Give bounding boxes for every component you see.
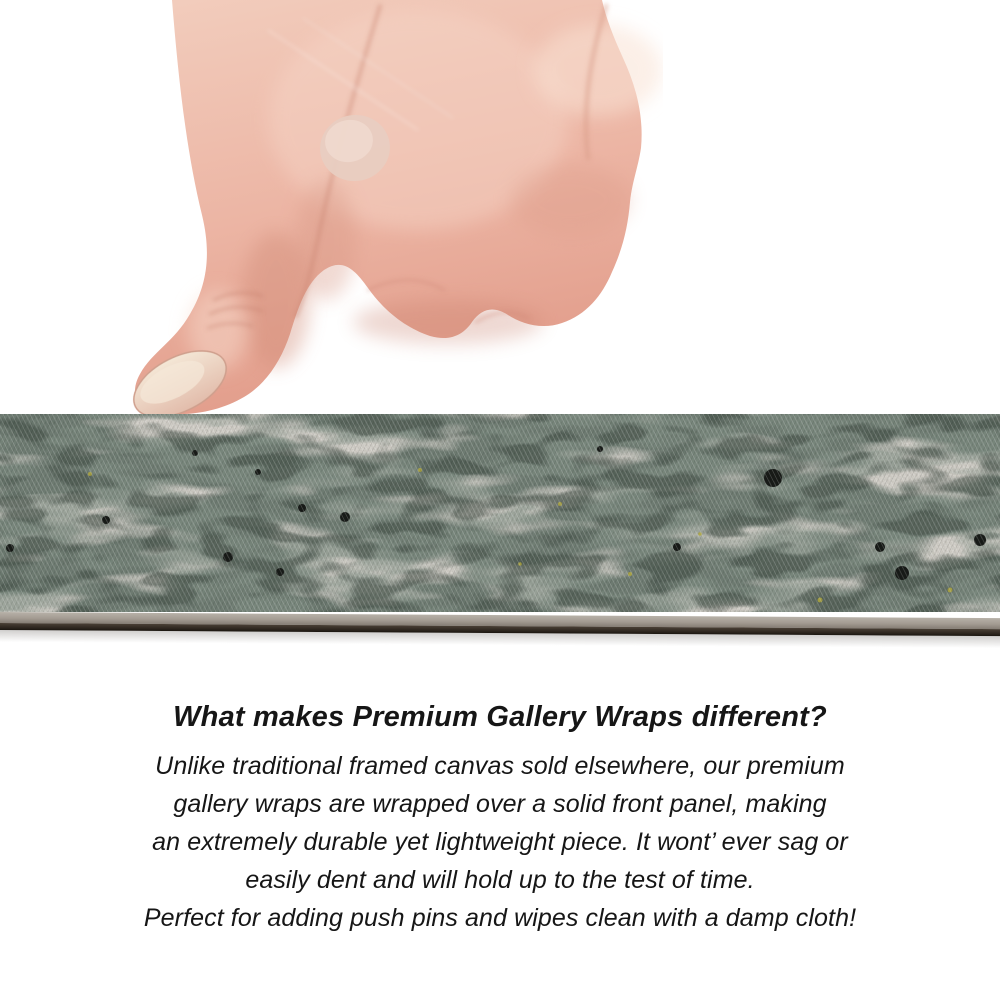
- canvas-wrap-edge: [0, 612, 1000, 648]
- body-line: easily dent and will hold up to the test of time.: [245, 866, 755, 894]
- heading: What makes Premium Gallery Wraps different?: [173, 701, 827, 733]
- body-line: Perfect for adding push pins and wipes clean with a damp cloth!: [143, 904, 857, 932]
- body-line: gallery wraps are wrapped over a solid front panel, making: [173, 790, 827, 818]
- canvas-strip: [0, 414, 1000, 654]
- canvas-texture: [0, 414, 1000, 612]
- body-line: an extremely durable yet lightweight piece. It wont’ ever sag or: [152, 828, 848, 856]
- description-text-block: [0, 700, 1000, 937]
- body-line: Unlike traditional framed canvas sold elsewhere, our premium: [155, 752, 845, 780]
- hand-photo: [118, 0, 663, 420]
